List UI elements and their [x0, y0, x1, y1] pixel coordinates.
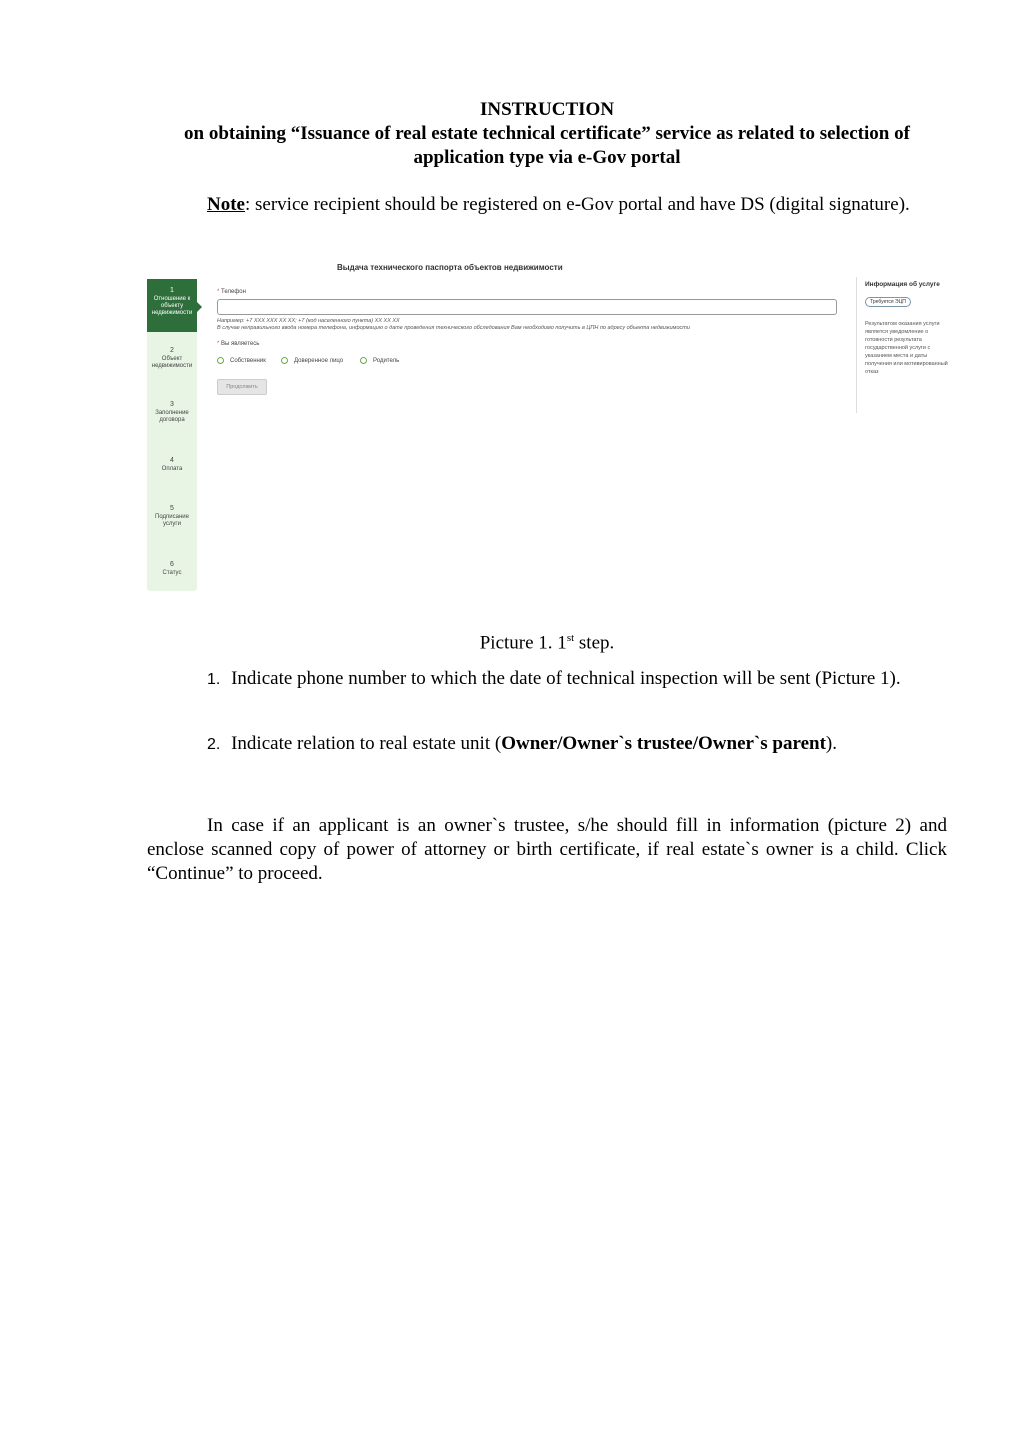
step-3-label: Заполнение договора — [155, 410, 189, 423]
info-divider — [856, 277, 857, 413]
active-step-pointer-icon — [197, 302, 202, 312]
step-2-label: Объект недвижимости — [151, 356, 193, 369]
step-3[interactable] — [147, 401, 197, 424]
role-trustee-label: Доверенное лицо — [294, 358, 344, 365]
step-3-number: 3 — [170, 401, 174, 408]
radio-circle-icon — [281, 357, 288, 364]
continue-button[interactable]: Продолжить — [217, 379, 267, 395]
doc-title: INSTRUCTION — [479, 99, 615, 120]
item-2-number: 2. — [207, 736, 221, 753]
required-asterisk-icon: * — [217, 289, 222, 295]
note-paragraph — [147, 193, 947, 217]
phone-hint-example: Например: +7 XXX XXX XX XX; +7 (код населенного пункта) XX XX XX — [217, 318, 400, 324]
steps-sidebar — [147, 279, 197, 591]
role-radio-parent[interactable] — [360, 357, 399, 364]
step-1-label: Отношение к объекту недвижимости — [151, 296, 193, 316]
step-1-number: 1 — [170, 287, 174, 294]
service-title: Выдача технического паспорта объектов недвижимости — [337, 263, 563, 272]
step-5[interactable] — [147, 505, 197, 528]
step-4[interactable] — [147, 457, 197, 473]
radio-circle-icon — [217, 357, 224, 364]
item-2-post: ). — [825, 733, 837, 754]
step-6[interactable] — [147, 561, 197, 577]
phone-label — [217, 289, 246, 295]
closing-paragraph: In case if an applicant is an owner`s trustee, s/he should fill in information (picture 2) and enclose scanned copy of power of attorney or birth certificate, if real estate`s owner is a child. Click “Continue” to proceed. — [147, 815, 947, 884]
step-5-number: 5 — [170, 505, 174, 512]
picture-caption — [147, 626, 947, 655]
caption-end: step. — [574, 632, 615, 654]
radio-circle-icon — [360, 357, 367, 364]
phone-label-text: Телефон — [221, 289, 246, 295]
note-label: Note — [207, 194, 245, 215]
role-label — [217, 341, 259, 347]
caption-sup: st — [566, 632, 575, 644]
service-info-panel — [865, 281, 955, 375]
instruction-item-2 — [147, 732, 947, 757]
caption-main: Picture 1. 1 — [479, 632, 567, 654]
step-2[interactable] — [147, 347, 197, 370]
role-owner-label: Собственник — [230, 358, 266, 365]
item-1-number: 1. — [207, 671, 221, 688]
role-radio-owner[interactable] — [217, 357, 266, 364]
info-title: Информация об услуге — [865, 281, 940, 288]
step-6-label: Статус — [162, 570, 182, 576]
info-text: Результатом оказания услуги является уведомление о готовности результата государственной услуги с указанием места и даты получения или мотивированный отказ — [865, 321, 948, 375]
step-5-label: Подписание услуги — [155, 514, 189, 527]
ds-required-badge: Требуется ЭЦП — [865, 297, 911, 307]
doc-subtitle: on obtaining “Issuance of real estate technical certificate” service as related to selection of application type via e-Gov portal — [184, 123, 910, 168]
required-asterisk-icon: * — [217, 341, 222, 347]
role-radio-trustee[interactable] — [281, 357, 343, 364]
item-1-text: Indicate phone number to which the date of technical inspection will be sent (Picture 1). — [231, 668, 901, 689]
step-4-label: Оплата — [161, 466, 183, 472]
phone-hint-warning: В случае неправильного ввода номера телефона, информацию о дате проведения технического обследования Вам необходимо получить в ЦПН по адресу объекта недвижимости — [217, 325, 690, 331]
role-label-text: Вы являетесь — [221, 341, 260, 347]
item-2-pre: Indicate relation to real estate unit ( — [231, 733, 502, 754]
phone-input[interactable] — [217, 299, 837, 315]
step-2-number: 2 — [170, 347, 174, 354]
egov-screenshot — [147, 255, 957, 595]
step-6-number: 6 — [170, 561, 174, 568]
item-2-roles: Owner/Owner`s trustee/Owner`s parent — [501, 733, 826, 754]
role-parent-label: Родитель — [373, 358, 400, 365]
step-1[interactable] — [147, 279, 197, 332]
step-4-number: 4 — [170, 457, 174, 464]
note-text: : service recipient should be registered on e-Gov portal and have DS (digital signature). — [244, 194, 910, 215]
instruction-item-1 — [147, 667, 947, 692]
